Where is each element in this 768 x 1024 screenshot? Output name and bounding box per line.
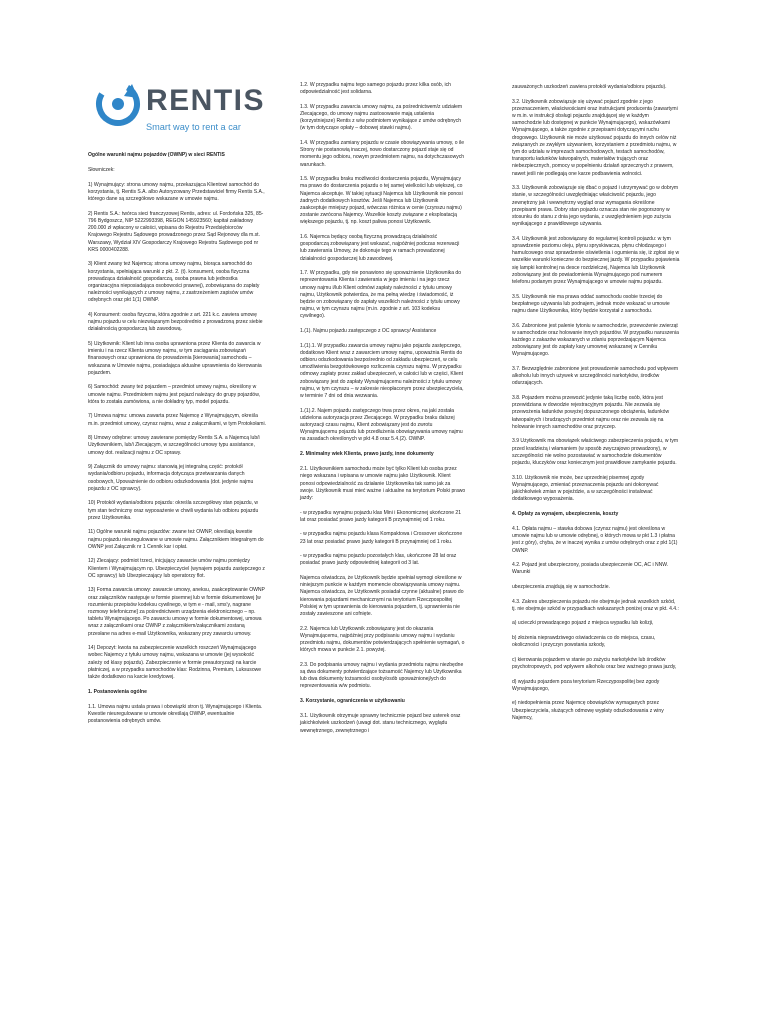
- paragraph: zauważonych uszkodzeń zawiera protokół wydania/odbioru pojazdu).: [512, 84, 667, 90]
- paragraph: 12) Zlecający: podmiot trzeci, inicjujący zawarcie umów najmu pomiędzy Klientem i Wynajmującym np. Ubezpieczyciel (wynajem pojazdu zastępczego z OC sprawcy) lub Ubezpieczający lub operatorzy flot.: [88, 558, 265, 579]
- paragraph: 1) Wynajmujący: strona umowy najmu, przekazująca Klientowi samochód do korzystania, tj. Rentis S.A. albo Autoryzowany Przedstawiciel firmy Rentis S.A., którego dane są szczegółowo wskazane w umowie najmu.: [88, 181, 265, 203]
- paragraph: 9) Załącznik do umowy najmu: stanowią jej integralną część: protokół wydania/odbioru pojazdu, informacja dotycząca przetwarzania danych osobowych, Upoważnienie do odbioru odszkodowania (dot. jedynie najmu pojazdu z OC sprawcy).: [88, 464, 254, 492]
- paragraph: 5) Użytkownik: Klient lub inna osoba uprawniona przez Klienta do zawarcia w imieniu i na rzecz Klienta umowy najmu, w tym zaciągania zobowiązań finansowych oraz uprawniona do prowadzenia [kierowania] samochodu – wskazana w Umowie najmu, posiadająca aktualne uprawnienia do kierowania pojazdem.: [88, 341, 262, 376]
- paragraph: 6) Samochód: zwany też pojazdem – przedmiot umowy najmu, określony w umowie najmu. Przedmiotem najmu jest pojazd należący do grupy pojazdów, która to została zamówiona, a nie dokładny typ, model pojazdu.: [88, 384, 260, 405]
- paragraph: Najemca oświadcza, że Użytkownik będzie spełniał wymogi określone w niniejszym punkcie w każdym momencie obowiązywania umowy najmu. Najemca oświadcza, że Użytkownik posiadał czynne (aktualne) prawo do kierowania pojazdami mechanicznymi na terytorium Rzeczpospolitej Polskiej w tym uprawnienia do kierowania pojazdem, tj. uprawnienia nie zostały zawieszone ani cofnięte.: [300, 575, 464, 618]
- paragraph: 11) Ogólne warunki najmu pojazdów: zwane też OWNP, określają kwestie najmu pojazdu nieuregulowane w umowie najmu. Załącznikiem integralnym do OWNP jest Załącznik nr 1 Cennik kar i opłat.: [88, 529, 264, 550]
- paragraph: 4.2. Pojazd jest ubezpieczony, posiada ubezpieczenie OC, AC i NNW. Warunki: [512, 562, 669, 576]
- document-column-3: [512, 84, 680, 729]
- section-heading: 4. Opłaty za wynajem, ubezpieczenia, koszty: [512, 510, 619, 517]
- paragraph: - w przypadku najmu pojazdu klasa Kompaktowa i Crossover ukończone 23 lat oraz posiadać prawo jazdy kategorii B przynajmniej od 1 roku.: [300, 531, 463, 545]
- paragraph: 2.3. Do podpisania umowy najmu i wydania przedmiotu najmu niezbędne są dwa dokumenty potwierdzające tożsamość Najemcy lub Użytkownika lub dwa dokumenty tożsamości osoby/osób upoważnionej/ych do reprezentowania w/w podmiotu.: [300, 661, 464, 690]
- paragraph: 3.9 Użytkownik ma obowiązek właściwego zabezpieczenia pojazdu, w tym przed kradzieżą i włamaniem (w sposób zwyczajowo prowadzony), w szczególności nie wolno pozostawiać w samochodzie dokumentów pojazdu, kluczyków oraz koniecznym jest prawidłowe zamykanie pojazdu.: [512, 438, 679, 467]
- paragraph: 3.8. Pojazdem można przewozić jedynie taką liczbę osób, która jest przewidziana w dowodzie rejestracyjnym pojazdu. Nie zezwala się przewożenia ładunków powyżej dopuszczonego obciążenia, ładunków łatwopalnych i brudzących przedmiot najmu oraz nie zezwala się na holowanie innych samochodów oraz przyczep.: [512, 395, 670, 430]
- paragraph: - w przypadku najmu pojazdu pozostałych klas, ukończone 28 lat oraz posiadać prawo jazdy odpowiedniej kategorii od 3 lat.: [300, 553, 457, 567]
- paragraph: 3.5. Użytkownik nie ma prawa oddać samochodu osobie trzeciej do bezpłatnego używania lub podnajem, jednak może wskazać w umowie najmu dane Użytkownika, który będzie korzystał z samochodu.: [512, 293, 670, 315]
- paragraph: 8) Umowy odrębne: umowy zawierane pomiędzy Rentis S.A. a Najemcą lub/i Użytkownikiem, lub/i Zlecającym, w szczególności umowy typu assistance, umowy dot. realizacji najmu z OC sprawy.: [88, 435, 260, 456]
- section-heading: 1. Postanowienia ogólne: [88, 688, 147, 695]
- paragraph: 2.1. Użytkownikiem samochodu może być tylko Klient lub osoba przez niego wskazana i wpisana w umowie najmu jako Użytkownik. Klient ponosi odpowiedzialność za działanie Użytkownika tak samo jak za swoje. Użytkownik musi mieć ważne i aktualne na terytorium Polski prawo jazdy:: [300, 466, 466, 502]
- paragraph: b) złożenia nieprawdziwego oświadczenia co do miejsca, czasu, okoliczności i przyczyn powstania szkody,: [512, 635, 656, 649]
- section-heading: Ogólne warunki najmu pojazdów (OWNP) w sieci RENTIS: [88, 152, 225, 158]
- paragraph: 1.(1).2. Najem pojazdu zastępczego trwa przez okres, na jaki została udzielona autoryzacja przez Zlecającego. W przypadku braku dalszej autoryzacji czasu najmu, Klient zobowiązany jest do zwrotu Wynajmującemu pojazdu lub przedłużenia obowiązywania umowy najmu na zasadach określonych w pkt 4.8 oraz 5.4.(2). OWNP.: [300, 407, 463, 443]
- paragraph: 1.6. Najemca będący osobą fizyczną prowadzącą działalność gospodarczą zobowiązany jest wskazać, najpóźniej podczas rezerwacji lub zawierania Umowy, że dokonuje tego w ramach prowadzonej działalności gospodarczej lub zawodowej.: [300, 234, 460, 262]
- paragraph: 13) Forma zawarcia umowy: zawarcie umowy, aneksu, zaakceptowanie OWNP oraz załączników następuje w formie pisemnej lub w formie dokumentowej [w rozumieniu przepisów kodeksu cywilnego, w tym e - mail, sms'y, nagrane rozmowy telefoniczne] za pośrednictwem urządzenia elektronicznego – np. tabletu Wynajmującego. Po zawarciu umowy w formie dokumentowej, umowa wraz z załącznikami oraz OWNP z załącznikiem/załącznikami zostaną przesłane na adres e-mail Użytkownika, wskazany przy zawarciu umowy.: [88, 587, 265, 637]
- paragraph: ubezpieczenia znajdują się w samochodzie.: [512, 584, 610, 591]
- document-column-2: [300, 82, 466, 742]
- paragraph: 3.4. Użytkownik jest zobowiązany do regularnej kontroli pojazdu: w tym sprawdzenie poziomu oleju, płynu spryskiwacza, płynu chłodzącego i hamulcowego oraz sprawdzenie oświetlenia i ogumienia się, iż zgłosi się w wszelkie warunki konieczne do bezpiecznej jazdy. W przypadku pojawienia się lampki kontrolnej na desce rozdzielczej, Najemca lub Użytkownik zobowiązany jest do powiadomienia Wynajmującego pod numerem telefonu podanym przez Wynajmującego w umowie najmu pojazdu.: [512, 235, 680, 286]
- paragraph: 3.1. Użytkownik otrzymuje sprawny technicznie pojazd bez usterek oraz jakichkolwiek uszkodzeń (uwagi dot. stanu technicznego, wyglądu wewnętrznego, zewnętrznego i: [300, 713, 461, 734]
- paragraph: 1.3. W przypadku zawarcia umowy najmu, za pośrednictwem/z udziałem Zlecającego, do umowy najmu zastosowanie mają ustalenia (korzystniejsze) Rentis z w/w podmiotem wynikające z umów odrębnych (w tym dotyczące opłaty – dobowej stawki najmu).: [300, 103, 463, 132]
- paragraph: 2.2. Najemca lub Użytkownik zobowiązany jest do okazania Wynajmującemu, najpóźniej przy podpisaniu umowy najmu i wydaniu przedmiotu najmu, dokumentów potwierdzających spełnienie wymagań, o których mowa w punkcie 2.1. powyżej.: [300, 625, 465, 654]
- paragraph: 1.(1).1. W przypadku zawarcia umowy najmu jako pojazdu zastępczego, dodatkowo Klient wraz z zawarciem umowy najmu, upoważnia Rentis do odbioru odszkodowania bezpośrednio od zakładu ubezpieczeń, w celu umożliwienia bezgotówkowego rozliczenia czynszu najmu. W przypadku odmowy zapłaty przez zakład ubezpieczeń, w całości lub w części, Klient zobowiązany jest do zapłaty Wynajmującemu należności z tytułu umowy najmu, w tym czynszu – w zakresie nieopłaconym przez ubezpieczyciela, w terminie 7 dni od dnia wezwania.: [300, 342, 464, 400]
- paragraph: 4.1. Opłata najmu – stawka dobowa (czynsz najmu) jest określona w umowie najmu lub w umowie odrębnej, o których mowa w pkt 1.3 i płatna jest z góry), chyba, że w inaczej wynika z umów odrębnych oraz z pkt 1(1) OWNP.: [512, 526, 678, 554]
- paragraph: 4.3. Zakres ubezpieczenia pojazdu nie obejmuje jednak wszelkich szkód, tj. nie obejmuje szkód w przypadkach wskazanych poniżej oraz w pkt. 4.4.:: [512, 598, 679, 612]
- section-heading: 2. Minimalny wiek Klienta, prawo jazdy, inne dokumenty: [300, 451, 434, 458]
- paragraph: 3.10. Użytkownik nie może, bez uprzedniej pisemnej zgody Wynajmującego, zmieniać przeznaczenia pojazdu ani dokonywać jakichkolwiek zmian w pojeździe, a w szczególności instalować dodatkowego wyposażenia.: [512, 474, 659, 503]
- paragraph: - w przypadku wynajmu pojazdu klas Mini i Ekonomicznej ukończone 21 lat oraz posiadać prawo jazdy kategorii B przynajmniej od 1 roku.: [300, 509, 462, 523]
- rentis-logo: [94, 78, 274, 138]
- paragraph: 3.2. Użytkownik zobowiązuje się używać pojazd zgodnie z jego przeznaczeniem, właściwościami oraz instrukcjami producenta (zawartymi w m.in. w instrukcji obsługi pojazdu znajdującej się w każdym samochodzie lub dostępnej w punkcie Wynajmującego), wskazówkami Wynajmującego, a także zgodnie z przepisami dotyczącymi ruchu drogowego. Użytkownik nie może użytkować pojazdu do innych celów niż związanych ze zwykłym używaniem, korzystaniem z przedmiotu najmu, w tym do udziału w imprezach samochodowych, testach samochodów, transportu ładunków łatwopalnych, materiałów trujących oraz niebezpiecznych, pomocy w popełnieniu działań sprzecznych z prawem, nawet jeśli nie podlegają one karze podbawienia wolności.: [512, 98, 678, 177]
- paragraph: 1.5. W przypadku braku możliwości dostarczenia pojazdu, Wynajmujący ma prawo do dostarczenia pojazdu o tej samej wielkości lub większej, co Najemca akceptuje. W takiej sytuacji Najemca lub Użytkownik nie ponosi żadnych dodatkowych kosztów. Jeśli Najemca lub Użytkownik zaakceptuje mniejszy pojazd, wówczas różnica w cenie (czynszu najmu) zostanie zwrócona Najemcy. Wszelkie koszty związane z eksploatacją większego pojazdu, tj. np. koszt paliwa ponosi Użytkownik.: [300, 176, 463, 226]
- paragraph: 1.4. W przypadku zamiany pojazdu w czasie obowiązywania umowy, o ile Strony nie postanowią inaczej, nowo dostarczony pojazd staje się od momentu jego odbioru, nowym przedmiotem najmu, na dotychczasowych warunkach.: [300, 140, 465, 168]
- paragraph: c) kierowania pojazdem w stanie po zażyciu narkotyków lub środków psychotropowych, pod wpływem alkoholu oraz bez ważnego prawa jazdy,: [512, 656, 677, 671]
- paragraph: d) wyjazdu pojazdem poza terytorium Rzeczypospolitej bez zgody Wynajmującego,: [512, 678, 660, 692]
- document-column-1: [88, 152, 266, 733]
- paragraph: Słowniczek:: [88, 167, 115, 174]
- paragraph: 1.7. W przypadku, gdy nie ponawiono się upoważnienie Użytkownika do reprezentowania Klienta i zawierania w jego imieniu i na jego rzecz umowy najmu i/lub Klient odmówi zapłaty należności z tytułu umowy najmu, Użytkownik potwierdza, że ma pełną wiedzę i świadomość, iż będzie on zobowiązany do zapłaty wszelkich należności z tytułu umowy najmu, w tym czynszu najmu (m.in. zgodnie z art. 103 kodeksu cywilnego).: [300, 270, 462, 320]
- paragraph: 3) Klient zwany też Najemcą: strona umowy najmu, biorąca samochód do korzystania, spełniająca warunki z pkt. 2. (t). konsument, osoba fizyczna prowadząca działalność gospodarczą, osoba prawna lub jednostka organizacyjna nieposiadająca osobowości prawnej), zobowiązana do zapłaty należności wynikających z umowy najmu, z zastrzeżeniem zapisów umów odrębnych oraz pkt 1(1) OWNP.: [88, 261, 260, 304]
- paragraph: a) ucieczki prowadzącego pojazd z miejsca wypadku lub kolizji,: [512, 620, 654, 627]
- paragraph: 1.1. Umowa najmu ustala prawa i obowiązki stron tj. Wynajmującego i Klienta. Kwestie nieuregulowane w umowie określają OWNP, ewentualnie postanowienia odrębnych umów.: [88, 703, 263, 725]
- paragraph: 1.2. W przypadku najmu tego samego pojazdu przez kilka osób, ich odpowiedzialność jest solidarna.: [300, 82, 451, 96]
- paragraph: 4) Konsument: osoba fizyczna, która zgodnie z art. 221 k.c. zawiera umowę najmu pojazdu w celu niezwiązanym bezpośrednio z prowadzoną przez siebie działalnością gospodarczą lub zawodową.: [88, 312, 263, 333]
- paragraph: 3.6. Zabronione jest palenie tytoniu w samochodzie, przewożenie zwierząt w samochodzie oraz holowanie innych pojazdów. W przypadku naruszenia każdego z zakazów wskazanych w zdaniu poprzedzającym Najemca zobowiązany jest do zapłaty kary umownej wskazanej w Cenniku Wynajmującego.: [512, 322, 679, 358]
- paragraph: e) niedopełnienia przez Najemcę obowiązków wymaganych przez Ubezpieczyciela, służących odmowę wypłaty odszkodowania z winy Najemcy,: [512, 700, 664, 721]
- paragraph: 10) Protokół wydania/odbioru pojazdu: określa szczegółowy stan pojazdu, w tym stan techniczny oraz wyposażenie w chwili wydania lub odbioru pojazdu przez Użytkownika.: [88, 500, 259, 521]
- logo-wordmark: RENTIS: [146, 84, 266, 117]
- paragraph: 7) Umowa najmu: umowa zawarta przez Najemcę z Wynajmującym, określa m.in. przedmiot umowy, czynsz najmu, wraz z załącznikami, w tym Protokołami.: [88, 413, 266, 427]
- paragraph: 14) Depozyt: kwota na zabezpieczenie wszelkich roszczeń Wynajmującego wobec Najemcy z tytułu umowy najmu, wskazana w umowie (jej wysokość zależy od klasy pojazdu). Zabezpieczenie w formie preautoryzacji na karcie płatniczej, a w przypadku samochodów klas: Rodzinna, Premium, Luksusowe także dodatkowo na karcie kredytowej.: [88, 645, 262, 681]
- paragraph: 3.7. Bezwzględnie zabronione jest prowadzenie samochodu pod wpływem alkoholu lub innych używek w szczególności narkotyków, środków odurzających.: [512, 366, 679, 387]
- logo-tagline: Smart way to rent a car: [146, 122, 241, 132]
- paragraph: 2) Rentis S.A.: twórca sieci franczyzowej Rentis, adres: ul. Fordońska 325, 85-796 Bydgoszcz, NIP 5222993398, REGON 145923560; kapitał zakładowy 200.000 zł wpłacony w całości, wpisana do Rejestru Przedsiębiorców Krajowego Rejestru Sądowego prowadzonego przez Sąd Rejonowy dla m.st. Warszawy, Wydział XIV Gospodarczy Krajowego Rejestru Sądowego pod nr KRS 0000402288.: [88, 210, 264, 253]
- paragraph: 1.(1). Najmu pojazdu zastępczego z OC sprawcy/ Assistance: [300, 328, 437, 335]
- rentis-circular-arrow-icon: [94, 80, 142, 128]
- section-heading: 3. Korzystanie, ograniczenia w użytkowaniu: [300, 698, 405, 705]
- paragraph: 3.3. Użytkownik zobowiązuje się dbać o pojazd i utrzymywać go w dobrym stanie, w szczególności uwzględniając właściwość pojazdu, jego zewnętrzny jak i wewnętrzny wygląd oraz wymagania określone przepisami prawa. Dobry stan pojazdu oznacza stan nie pogorszony w stosunku do stanu z dnia jego wydania, z uwzględnieniem jego zużycia wynikającego z prawidłowego używania.: [512, 185, 679, 228]
